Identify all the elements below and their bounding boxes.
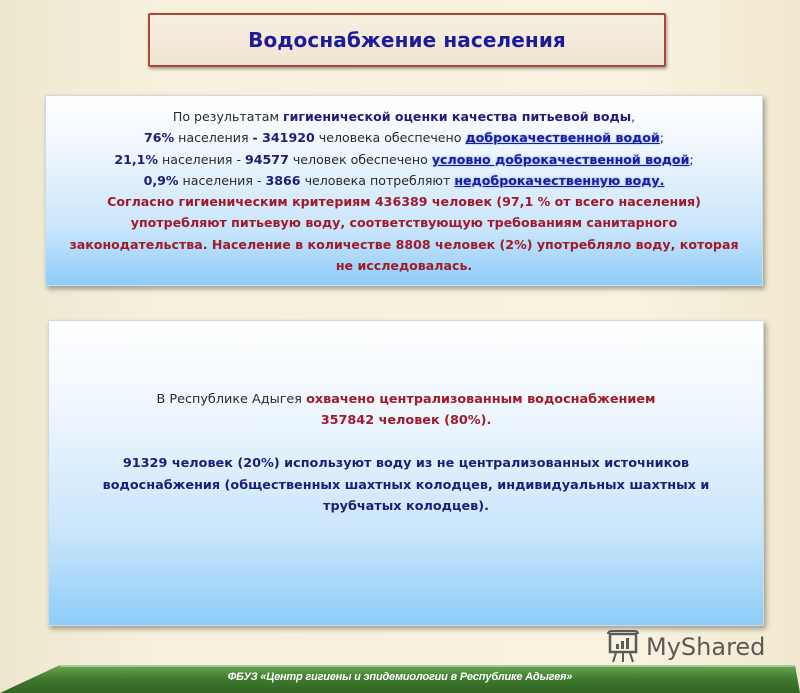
footer-bar	[0, 665, 800, 693]
conditional-water-link[interactable]: условно доброкачественной водой	[431, 151, 690, 167]
quality-intro-line: По результатам гигиенической оценки качества питьевой воды,	[172, 109, 636, 124]
presentation-board-icon	[606, 630, 640, 664]
decentralized-supply-text: 91329 человек (20%) используют воду из не централизованных источников водоснабжения (общественных шахтных колодцев, индивидуальных шахтных и трубчатых колодцев).	[102, 456, 710, 514]
conditional-water-line: 21,1% населения - 94577 человек обеспечено условно доброкачественной водой;	[114, 151, 694, 167]
footer-text: ФБУЗ «Центр гигиены и эпидемиологии в Республике Адыгея»	[227, 671, 573, 683]
criteria-line-1: Согласно гигиеническим критериям 436389 человек (97,1 % от всего населения)	[107, 194, 701, 210]
good-water-link[interactable]: доброкачественной водой	[465, 130, 660, 146]
watermark-text: MyShared	[646, 633, 766, 661]
bad-water-line: 0,9% населения - 3866 человека потребляют недоброкачественную воду.	[143, 172, 665, 188]
title-box	[148, 13, 666, 67]
criteria-line-4: не исследовалась.	[335, 258, 473, 274]
bad-water-link[interactable]: недоброкачественную воду.	[454, 172, 665, 188]
criteria-line-2: употребляют питьевую воду, соответствующую требованиям санитарного	[130, 215, 678, 231]
water-quality-text	[46, 106, 762, 276]
water-quality-panel	[45, 95, 763, 286]
centralized-count: 357842 человек (80%).	[320, 413, 492, 428]
centralized-supply-text: В Республике Адыгея охвачено централизованным водоснабжением 357842 человек (80%).	[156, 392, 656, 428]
water-supply-panel	[48, 320, 764, 626]
criteria-line-3: законодательства. Население в количестве 8808 человек (2%) употребляло воду, которая	[69, 236, 739, 252]
page-title: Водоснабжение населения	[248, 28, 566, 52]
myshared-watermark[interactable]	[606, 629, 765, 665]
good-water-line: 76% населения - 341920 человека обеспечено доброкачественной водой;	[143, 130, 665, 146]
